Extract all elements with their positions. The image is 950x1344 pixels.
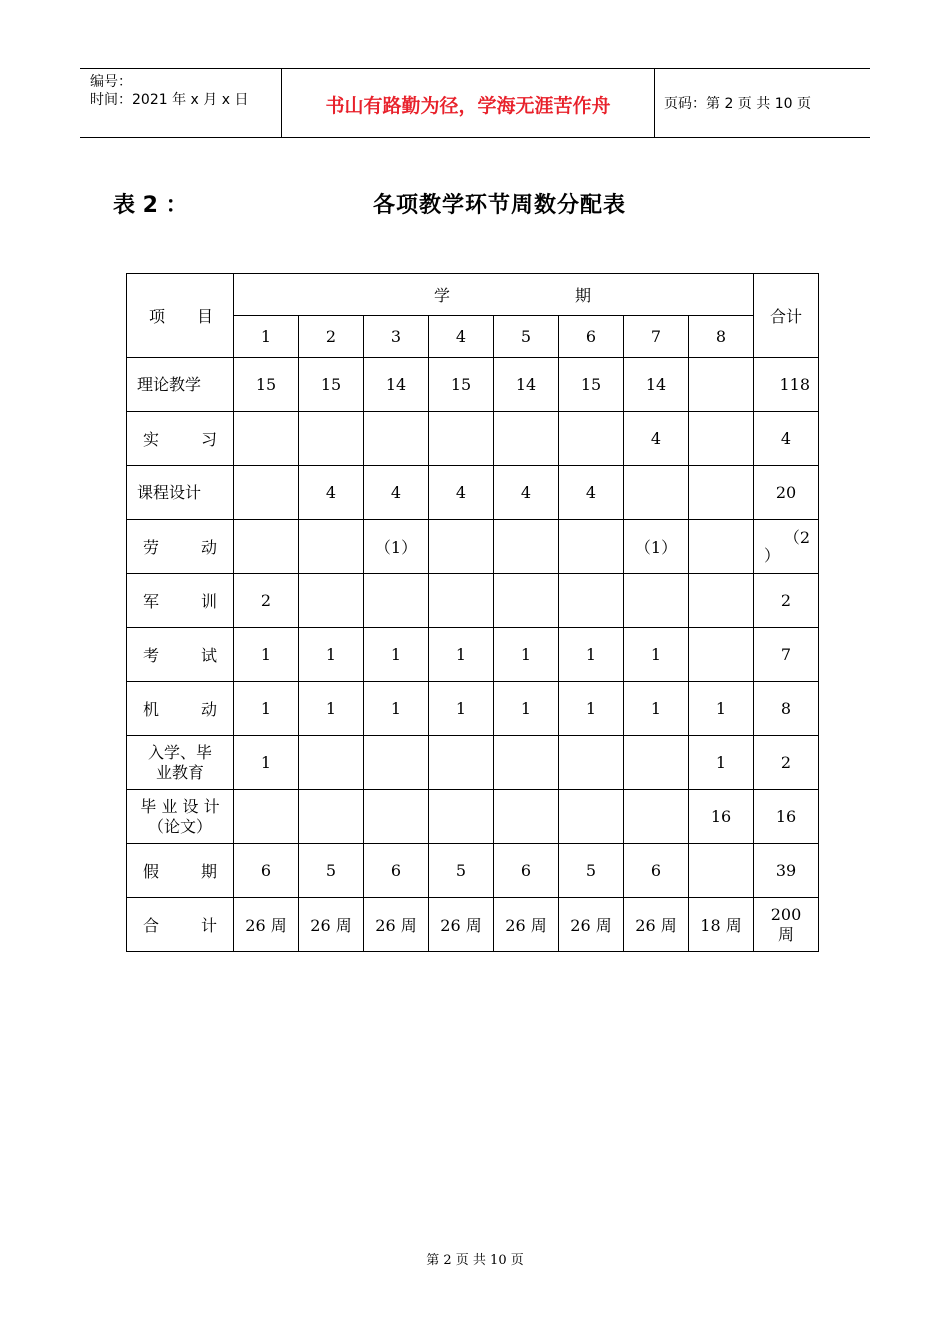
table-cell: [429, 412, 494, 466]
page-footer: 第 2 页 共 10 页: [426, 1253, 524, 1268]
semester-number: 8: [689, 316, 754, 358]
table-cell: 4: [624, 412, 689, 466]
page-title: 各项教学环节周数分配表: [373, 193, 627, 218]
table-row: [127, 358, 819, 412]
table-cell: 4: [429, 466, 494, 520]
table-cell: 6: [624, 844, 689, 898]
table-cell: [494, 574, 559, 628]
table-cell: [494, 790, 559, 844]
row-label: 假 期: [127, 844, 234, 898]
table-row: [127, 628, 819, 682]
table-cell: 1: [624, 628, 689, 682]
row-label: 理论教学: [127, 358, 234, 412]
table-cell: 1: [234, 682, 299, 736]
table-cell: 14: [624, 358, 689, 412]
table-cell: 6: [234, 844, 299, 898]
table-cell: 26 周: [429, 898, 494, 952]
table-cell: 2: [234, 574, 299, 628]
table-cell: [689, 358, 754, 412]
row-total: 7: [754, 628, 819, 682]
table-cell: 1: [299, 682, 364, 736]
table-cell: [429, 520, 494, 574]
row-total: （2 ）: [754, 520, 819, 574]
table-cell: [234, 790, 299, 844]
table-cell: [429, 736, 494, 790]
row-label: 入学、毕 业教育: [127, 736, 234, 790]
table-cell: （1）: [624, 520, 689, 574]
row-total: 16: [754, 790, 819, 844]
row-label: 合 计: [127, 898, 234, 952]
table-cell: [299, 412, 364, 466]
table-cell: 16: [689, 790, 754, 844]
table-number: 表 2 ：: [113, 193, 188, 218]
table-cell: [494, 412, 559, 466]
table-row: [127, 898, 819, 952]
table-cell: 1: [429, 628, 494, 682]
row-label: 劳 动: [127, 520, 234, 574]
row-total: 2: [754, 736, 819, 790]
table-cell: [429, 574, 494, 628]
row-label: 军 训: [127, 574, 234, 628]
table-cell: 15: [429, 358, 494, 412]
table-row: [127, 574, 819, 628]
row-total: 8: [754, 682, 819, 736]
table-cell: 26 周: [364, 898, 429, 952]
week-allocation-table: [126, 273, 819, 952]
semester-number: 4: [429, 316, 494, 358]
semester-number: 1: [234, 316, 299, 358]
row-label: 课程设计: [127, 466, 234, 520]
table-cell: 6: [364, 844, 429, 898]
table-row: [127, 520, 819, 574]
table-header-row: [127, 274, 819, 316]
table-cell: 1: [624, 682, 689, 736]
number-label: 编号：: [90, 74, 132, 90]
semester-number: 6: [559, 316, 624, 358]
table-cell: 5: [299, 844, 364, 898]
table-cell: 1: [559, 628, 624, 682]
table-cell: （1）: [364, 520, 429, 574]
table-cell: 4: [364, 466, 429, 520]
table-cell: 1: [364, 682, 429, 736]
table-cell: [689, 466, 754, 520]
total-header: 合计: [754, 274, 819, 358]
table-cell: 4: [299, 466, 364, 520]
table-cell: 1: [429, 682, 494, 736]
table-cell: [299, 574, 364, 628]
table-cell: 6: [494, 844, 559, 898]
table-cell: [689, 628, 754, 682]
row-label: 考 试: [127, 628, 234, 682]
table-cell: 15: [559, 358, 624, 412]
row-label: 实 习: [127, 412, 234, 466]
table-row: [127, 412, 819, 466]
table-cell: [364, 412, 429, 466]
table-cell: 15: [299, 358, 364, 412]
table-cell: [559, 412, 624, 466]
table-cell: 1: [494, 682, 559, 736]
table-cell: 26 周: [624, 898, 689, 952]
table-cell: [559, 520, 624, 574]
table-cell: [299, 790, 364, 844]
table-cell: 5: [429, 844, 494, 898]
table-cell: 1: [299, 628, 364, 682]
semester-header: 学 期: [234, 274, 754, 316]
semester-number: 3: [364, 316, 429, 358]
table-cell: [234, 466, 299, 520]
table-cell: [429, 790, 494, 844]
table-cell: [689, 412, 754, 466]
header-divider: [654, 69, 655, 137]
row-total: 20: [754, 466, 819, 520]
semester-number: 5: [494, 316, 559, 358]
header-motto: 书山有路勤为径，学海无涯苦作舟: [325, 95, 611, 117]
table-cell: [299, 520, 364, 574]
table-cell: 1: [234, 736, 299, 790]
table-row: [127, 736, 819, 790]
row-label: 毕 业 设 计 （论文）: [127, 790, 234, 844]
table-cell: [624, 466, 689, 520]
row-total: 2: [754, 574, 819, 628]
table-cell: 1: [364, 628, 429, 682]
table-cell: 14: [494, 358, 559, 412]
table-cell: [364, 790, 429, 844]
table-row: [127, 790, 819, 844]
table-cell: 1: [234, 628, 299, 682]
table-cell: 14: [364, 358, 429, 412]
header-page-info: 页码：第 2 页 共 10 页: [664, 96, 811, 112]
table-cell: 26 周: [299, 898, 364, 952]
row-label: 机 动: [127, 682, 234, 736]
table-cell: [559, 736, 624, 790]
table-cell: [689, 844, 754, 898]
table-row: [127, 844, 819, 898]
time-label: 时间：2021 年 x 月 x 日: [90, 92, 249, 108]
table-cell: [364, 574, 429, 628]
table-cell: [364, 736, 429, 790]
row-total: 118: [754, 358, 819, 412]
document-header: [80, 68, 870, 138]
table-cell: [624, 574, 689, 628]
semester-number: 2: [299, 316, 364, 358]
table-row: [127, 682, 819, 736]
table-cell: 1: [559, 682, 624, 736]
table-cell: 26 周: [494, 898, 559, 952]
table-cell: 1: [689, 682, 754, 736]
table-cell: 4: [559, 466, 624, 520]
row-total: 200 周: [754, 898, 819, 952]
table-cell: 4: [494, 466, 559, 520]
row-total: 4: [754, 412, 819, 466]
table-cell: 1: [494, 628, 559, 682]
table-row: [127, 466, 819, 520]
header-meta: [90, 73, 248, 109]
table-cell: 15: [234, 358, 299, 412]
table-cell: 26 周: [234, 898, 299, 952]
table-cell: [234, 412, 299, 466]
table-cell: [624, 736, 689, 790]
table-cell: 5: [559, 844, 624, 898]
table-cell: [494, 520, 559, 574]
row-total: 39: [754, 844, 819, 898]
table-cell: [559, 574, 624, 628]
table-cell: [689, 574, 754, 628]
table-cell: [624, 790, 689, 844]
semester-number: 7: [624, 316, 689, 358]
item-header: 项 目: [127, 274, 234, 358]
table-cell: [234, 520, 299, 574]
table-cell: [299, 736, 364, 790]
table-cell: [494, 736, 559, 790]
table-cell: 18 周: [689, 898, 754, 952]
table-cell: [689, 520, 754, 574]
table-cell: 1: [689, 736, 754, 790]
table-cell: 26 周: [559, 898, 624, 952]
table-cell: [559, 790, 624, 844]
